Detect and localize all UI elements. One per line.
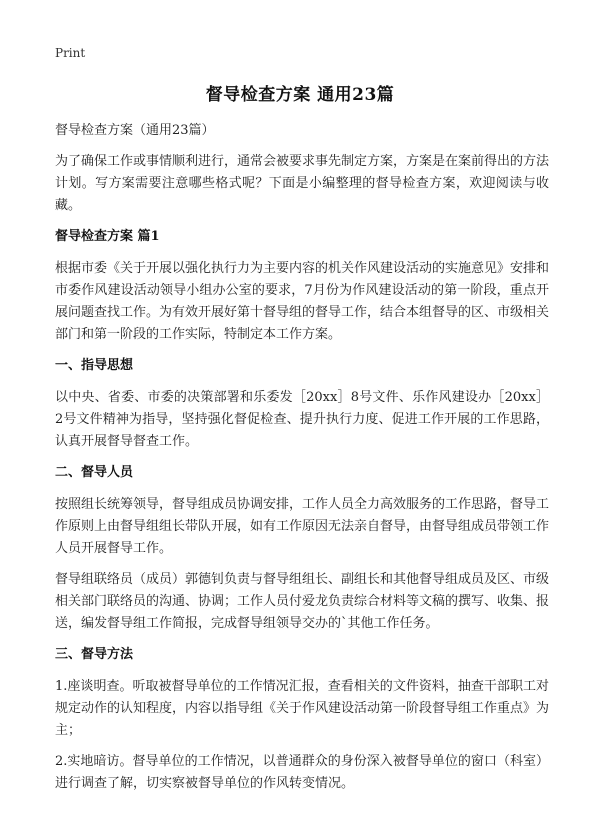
section-paragraph-guiding-thought: 以中央、省委、市委的决策部署和乐委发［20xx］8号文件、乐作风建设办［20xx］2号文件精神为指导，坚持强化督促检查、提升执行力度、促进工作开展的工作思路，认真开展督导督查工作。 — [55, 390, 549, 449]
document-subtitle: 督导检查方案（通用23篇） — [55, 123, 215, 138]
article-intro-paragraph: 根据市委《关于开展以强化执行力为主要内容的机关作风建设活动的实施意见》安排和市委作风建设活动领导小组办公室的要求，7月份为作风建设活动的第一阶段，重点开展问题查找工作。为有效开展好第十督导组的督导工作，结合本组督导的区、市级相关部门和第一阶段的工作实际，特制定本工作方案。 — [55, 261, 550, 342]
section-heading-methods: 三、督导方法 — [55, 647, 134, 662]
section-heading-staff: 二、督导人员 — [55, 465, 134, 480]
section-paragraph-staff-2: 督导组联络员（成员）郭德钊负责与督导组组长、副组长和其他督导组成员及区、市级相关部门联络员的沟通、协调；工作人员付爱龙负责综合材料等文稿的撰写、收集、报送，编发督导组工作简报，完成督导组领导交办的`其他工作任务。 — [55, 572, 550, 631]
section-item-method-1: 1.座谈明查。听取被督导单位的工作情况汇报，查看相关的文件资料，抽查干部职工对规定动作的认知程度，内容以指导组《关于作风建设活动第一阶段督导组工作重点》为主； — [55, 679, 550, 738]
section-heading-guiding-thought: 一、指导思想 — [55, 358, 134, 373]
print-link[interactable]: Print — [55, 46, 86, 60]
article-heading: 督导检查方案 篇1 — [55, 229, 160, 244]
intro-paragraph: 为了确保工作或事情顺利进行，通常会被要求事先制定方案，方案是在案前得出的方法计划。写方案需要注意哪些格式呢？下面是小编整理的督导检查方案，欢迎阅读与收藏。 — [55, 154, 550, 213]
document-title: 督导检查方案 通用23篇 — [205, 85, 395, 105]
section-item-method-2: 2.实地暗访。督导单位的工作情况，以普通群众的身份深入被督导单位的窗口（科室）进行调查了解，切实察被督导单位的作风转变情况。 — [55, 754, 549, 791]
section-paragraph-staff-1: 按照组长统筹领导，督导组成员协调安排，工作人员全力高效服务的工作思路，督导工作原则上由督导组组长带队开展，如有工作原因无法亲自督导，由督导组成员带领工作人员开展督导工作。 — [55, 497, 550, 556]
document-body — [55, 120, 549, 804]
